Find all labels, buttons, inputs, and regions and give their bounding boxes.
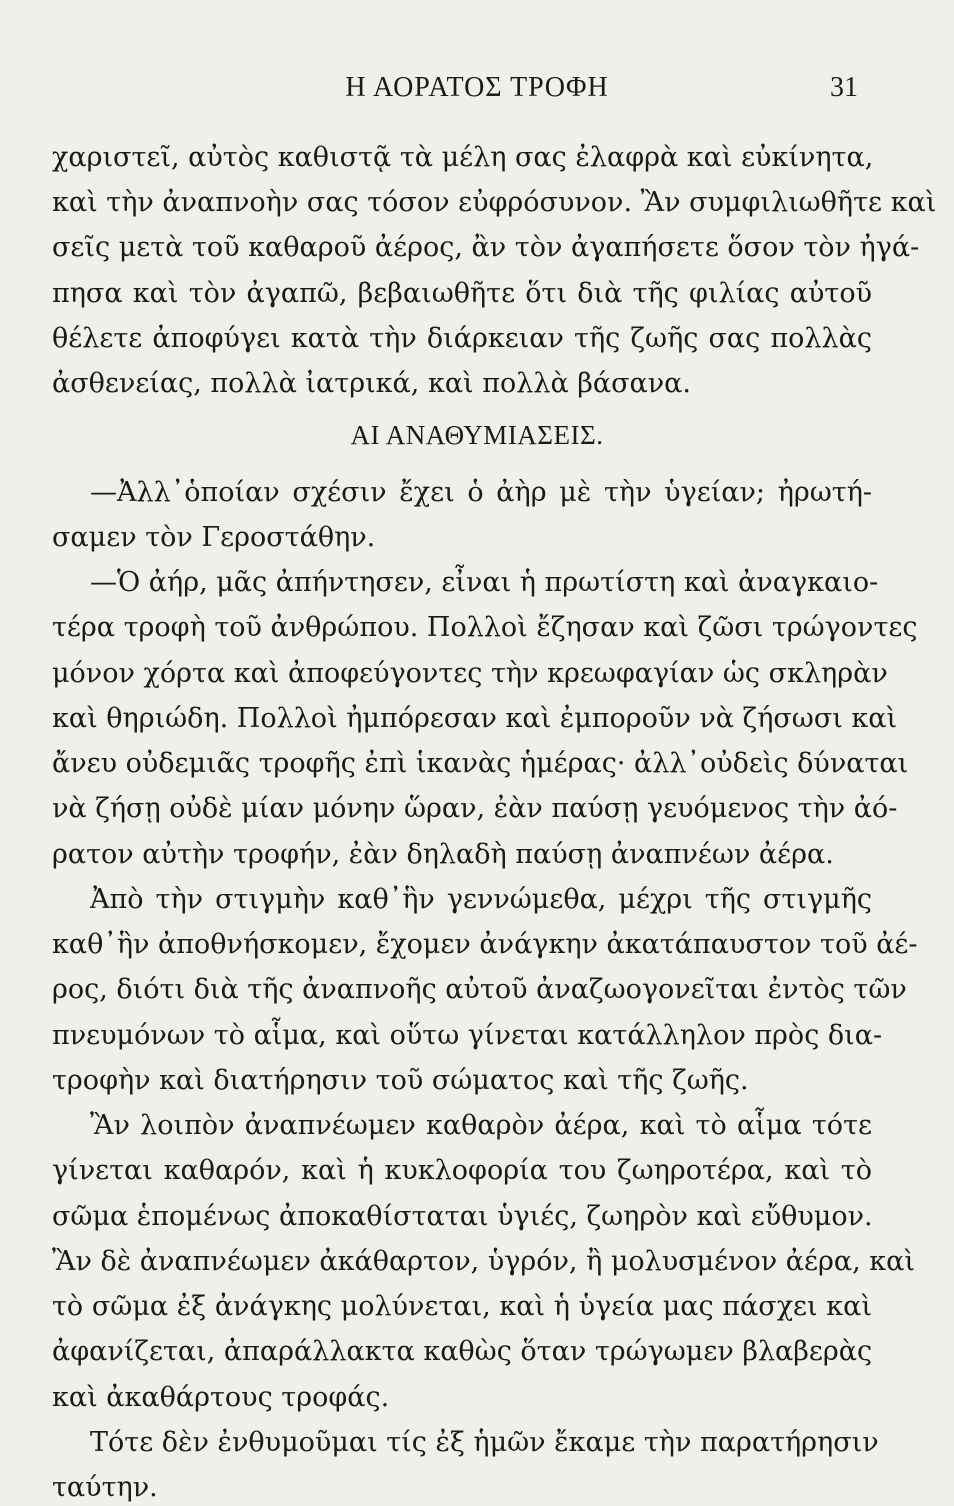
text-line: ἀφανίζεται, ἀπαράλλακτα καθὼς ὅταν τρώγωμεν βλαβερὰς: [52, 1336, 873, 1367]
section-heading: ΑΙ ΑΝΑΘΥΜΙΑΣΕΙΣ.: [350, 420, 604, 450]
text-line: καὶ τὴν ἀναπνοὴν σας τόσον εὐφρόσυνον. Ἂν συμφιλιωθῆτε καὶ: [52, 187, 937, 218]
text-line: ρος, διότι διὰ τῆς ἀναπνοῆς αὐτοῦ ἀναζωογονεῖται ἐντὸς τῶν: [52, 974, 907, 1005]
text-line: —Ὁ ἀήρ, μᾶς ἀπήντησεν, εἶναι ἡ πρωτίστη καὶ ἀναγκαιο-: [90, 567, 879, 598]
text-line: καὶ θηριώδη. Πολλοὶ ἠμπόρεσαν καὶ ἐμποροῦν νὰ ζήσωσι καὶ: [52, 703, 898, 734]
text-line: γίνεται καθαρόν, καὶ ἡ κυκλοφορία του ζωηροτέρα, καὶ τὸ: [52, 1155, 872, 1186]
text-line: καὶ ἀκαθάρτους τροφάς.: [52, 1382, 390, 1413]
text-line: Ἀπὸ τὴν στιγμὴν καθ᾽ἣν γεννώμεθα, μέχρι τῆς στιγμῆς: [90, 884, 872, 915]
text-line: πησα καὶ τὸν ἀγαπῶ, βεβαιωθῆτε ὅτι διὰ τῆς φιλίας αὐτοῦ: [52, 278, 872, 309]
text-line: ταύτην.: [52, 1472, 158, 1503]
text-line: μόνον χόρτα καὶ ἀποφεύγοντες τὴν κρεωφαγίαν ὡς σκληρὰν: [52, 658, 888, 689]
text-line: πνευμόνων τὸ αἷμα, καὶ οὕτω γίνεται κατάλληλον πρὸς δια-: [52, 1020, 883, 1051]
text-line: θέλετε ἀποφύγει κατὰ τὴν διάρκειαν τῆς ζωῆς σας πολλὰς: [52, 323, 872, 354]
text-line: σεῖς μετὰ τοῦ καθαροῦ ἀέρος, ἂν τὸν ἀγαπήσετε ὅσον τὸν ἠγά-: [52, 232, 920, 263]
text-line: Τότε δὲν ἐνθυμοῦμαι τίς ἐξ ἡμῶν ἔκαμε τὴν παρατήρησιν: [90, 1427, 879, 1458]
text-line: σῶμα ἑπομένως ἀποκαθίσταται ὑγιές, ζωηρὸν καὶ εὔθυμον.: [52, 1201, 873, 1232]
running-title: Η ΑΟΡΑΤΟΣ ΤΡΟΦΗ: [345, 72, 609, 103]
text-line: καθ᾽ἣν ἀποθνήσκομεν, ἔχομεν ἀνάγκην ἀκατάπαυστον τοῦ ἀέ-: [52, 929, 918, 960]
text-line: ἄνευ οὐδεμιᾶς τροφῆς ἐπὶ ἱκανὰς ἡμέρας· ἀλλ᾽οὐδεὶς δύναται: [52, 748, 909, 779]
page-number: 31: [830, 72, 858, 103]
text-line: ἀσθενείας, πολλὰ ἰατρικά, καὶ πολλὰ βάσανα.: [52, 368, 691, 399]
text-line: —Ἀλλ᾽ὁποίαν σχέσιν ἔχει ὁ ἀὴρ μὲ τὴν ὑγείαν; ἠρωτή-: [90, 477, 872, 508]
text-line: τὸ σῶμα ἐξ ἀνάγκης μολύνεται, καὶ ἡ ὑγεία μας πάσχει καὶ: [52, 1291, 872, 1322]
text-line: νὰ ζήσῃ οὐδὲ μίαν μόνην ὥραν, ἐὰν παύσῃ γευόμενος τὴν ἀό-: [52, 793, 898, 824]
text-line: ρατον αὐτὴν τροφήν, ἐὰν δηλαδὴ παύσῃ ἀναπνέων ἀέρα.: [52, 839, 834, 870]
text-line: τέρα τροφὴ τοῦ ἀνθρώπου. Πολλοὶ ἔζησαν καὶ ζῶσι τρώγοντες: [52, 612, 918, 643]
text-line: τροφὴν καὶ διατήρησιν τοῦ σώματος καὶ τῆς ζωῆς.: [52, 1065, 749, 1096]
text-line: Ἂν δὲ ἀναπνέωμεν ἀκάθαρτον, ὑγρόν, ἢ μολυσμένον ἀέρα, καὶ: [52, 1246, 915, 1277]
text-line: σαμεν τὸν Γεροστάθην.: [52, 522, 376, 553]
text-line: χαριστεῖ, αὐτὸς καθιστᾷ τὰ μέλη σας ἐλαφρὰ καὶ εὐκίνητα,: [52, 142, 874, 173]
text-line: Ἂν λοιπὸν ἀναπνέωμεν καθαρὸν ἀέρα, καὶ τὸ αἷμα τότε: [90, 1110, 872, 1141]
